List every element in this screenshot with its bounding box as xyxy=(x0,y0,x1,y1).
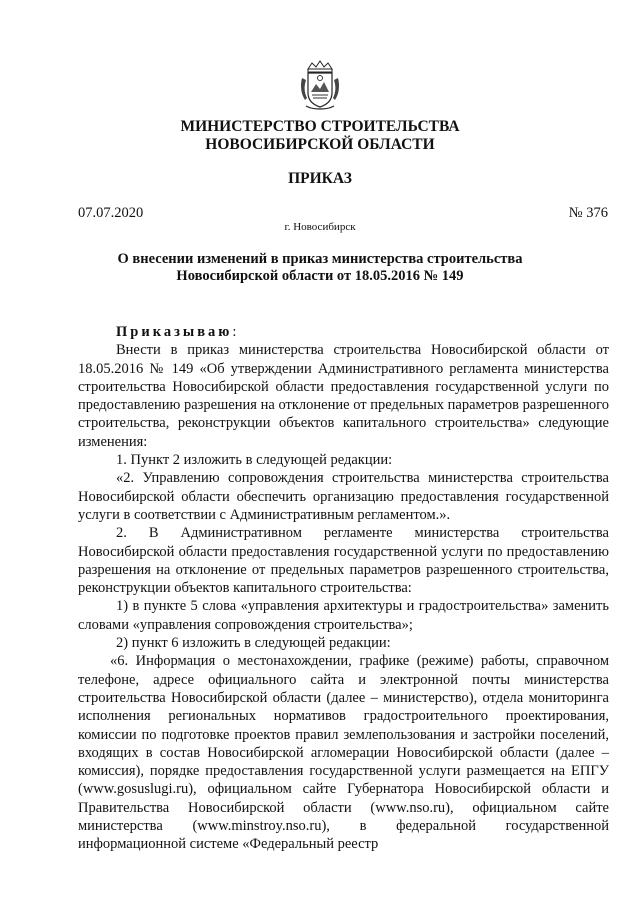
order-colon: : xyxy=(232,324,237,340)
paragraph-subitem-2: 2) пункт 6 изложить в следующей редакции: xyxy=(116,635,391,652)
ministry-name xyxy=(0,118,640,154)
paragraph-item-1-text: «2. Управлению сопровождения строительства министерства строительства Новосибирской области обеспечить организацию предоставления государственной услуги в соответствии с Административным регламентом.». xyxy=(78,470,609,523)
paragraph-subitem-1: 1) в пункте 5 слова «управления архитектуры и градостроительства» заменить словами «управления сопровождения строительства»; xyxy=(78,598,609,633)
ministry-line-2: НОВОСИБИРСКОЙ ОБЛАСТИ xyxy=(205,136,435,153)
document-type: ПРИКАЗ xyxy=(288,170,352,187)
order-heading xyxy=(78,323,609,341)
document-number: № 376 xyxy=(568,205,608,221)
subject-line-1: О внесении изменений в приказ министерства строительства xyxy=(117,251,523,267)
document-date: 07.07.2020 xyxy=(78,205,144,221)
ministry-line-1: МИНИСТЕРСТВО СТРОИТЕЛЬСТВА xyxy=(180,118,460,135)
document-city: г. Новосибирск xyxy=(284,221,356,233)
coat-of-arms-icon xyxy=(299,60,341,112)
paragraph-item-2: 2. В Административном регламенте министерства строительства Новосибирской области предоставления государственной услуги по предоставлению разрешения на отклонение от предельных параметров разрешенного строительства, реконструкции объектов капитального строительства: xyxy=(78,525,609,597)
order-word: Приказываю xyxy=(116,324,233,340)
paragraph-item-1: 1. Пункт 2 изложить в следующей редакции: xyxy=(116,452,393,469)
paragraph-intro: Внести в приказ министерства строительства Новосибирской области от 18.05.2016 № 149 «Об утверждении Административного регламента министерства строительства Новосибирской области предоставления государственной услуги по предоставлению разрешения на отклонение от предельных параметров разрешенного строительства, реконструкции объектов капитального строительства» следующие изменения: xyxy=(78,342,609,450)
document-body xyxy=(78,323,609,854)
paragraph-item-6-text: «6. Информация о местонахождении, графике (режиме) работы, справочном телефоне, адресе официального сайта и электронной почты министерства строительства Новосибирской области (далее – министерство), отдела мониторинга исполнения региональных нормативов градостроительного проектирования, комиссии по подготовке проектов правил землепользования и застройки поселений, входящих в состав Новосибирской агломерации Новосибирской области (далее – комиссия), порядке предоставления государственной услуги размещается на ЕПГУ (www.gosuslugi.ru), официальном сайте Губернатора Новосибирской области и Правительства Новосибирской области (www.nso.ru), официальном сайте министерства (www.minstroy.nso.ru), в федеральной государственной информационной системе «Федеральный реестр xyxy=(78,653,609,853)
subject-line-2: Новосибирской области от 18.05.2016 № 149 xyxy=(176,268,464,284)
document-subject xyxy=(90,251,550,285)
